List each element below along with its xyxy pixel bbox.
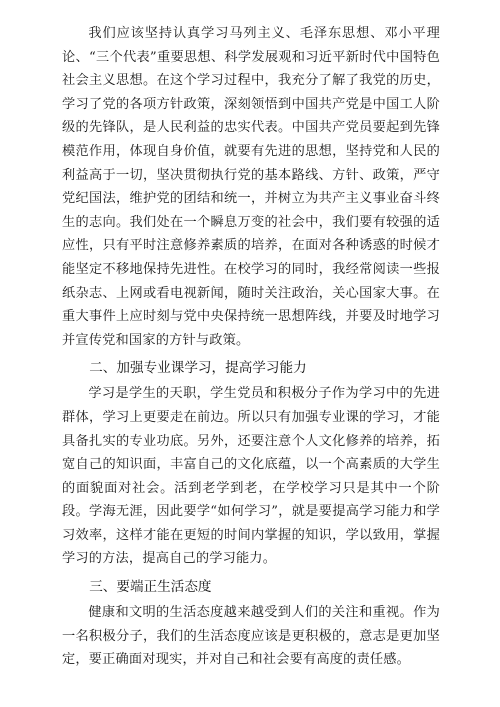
section-heading-professional-study: 二、加强专业课学习，提高学习能力 xyxy=(89,360,307,377)
paragraph-professional-study: 学习是学生的天职，学生党员和积极分子作为学习中的先进群体，学习上更要走在前边。所以只有加强专业课的学习，才能具备扎实的专业功底。另外，还要注意个人文化修养的培养，拓宽自己的知识面，丰富自己的文化底蕴，以一个高素质的大学生的面貌面对社会。活到老学到老，在学校学习只是其中一个阶段。学海无涯，因此要学“如何学习”，就是要提高学习能力和学习效率，这样才能在更短的时间内掌握的知识，学以致用，掌握学习的方法，提高自己的学习能力。 xyxy=(62,386,440,567)
document-page xyxy=(62,22,440,672)
section-heading-life-attitude: 三、要端正生活态度 xyxy=(89,579,212,596)
paragraph-study-theory: 我们应该坚持认真学习马列主义、毛泽东思想、邓小平理论、“三个代表”重要思想、科学发展观和习近平新时代中国特色社会主义思想。在这个学习过程中，我充分了解了我党的历史，学习了党的各项方针政策，深刻领悟到中国共产党是中国工人阶级的先锋队，是人民利益的忠实代表。中国共产党员要起到先锋模范作用，体现自身价值，就要有先进的思想，坚持党和人民的利益高于一切，坚决贯彻执行党的基本路线、方针、政策，严守党纪国法，维护党的团结和统一，并树立为共产主义事业奋斗终生的志向。我们处在一个瞬息万变的社会中，我们要有较强的适应性，只有平时注意修养素质的培养，在面对各种诱惑的时候才能坚定不移地保持先进性。在校学习的同时，我经常阅读一些报纸杂志、上网或看电视新闻，随时关注政治，关心国家大事。在重大事件上应时刻与党中央保持统一思想阵线，并要及时地学习并宣传党和国家的方针与政策。 xyxy=(62,26,440,348)
paragraph-life-attitude: 健康和文明的生活态度越来越受到人们的关注和重视。作为一名积极分子，我们的生活态度应该是更积极的，意志是更加坚定，要正确面对现实，并对自己和社会要有高度的责任感。 xyxy=(62,605,440,668)
